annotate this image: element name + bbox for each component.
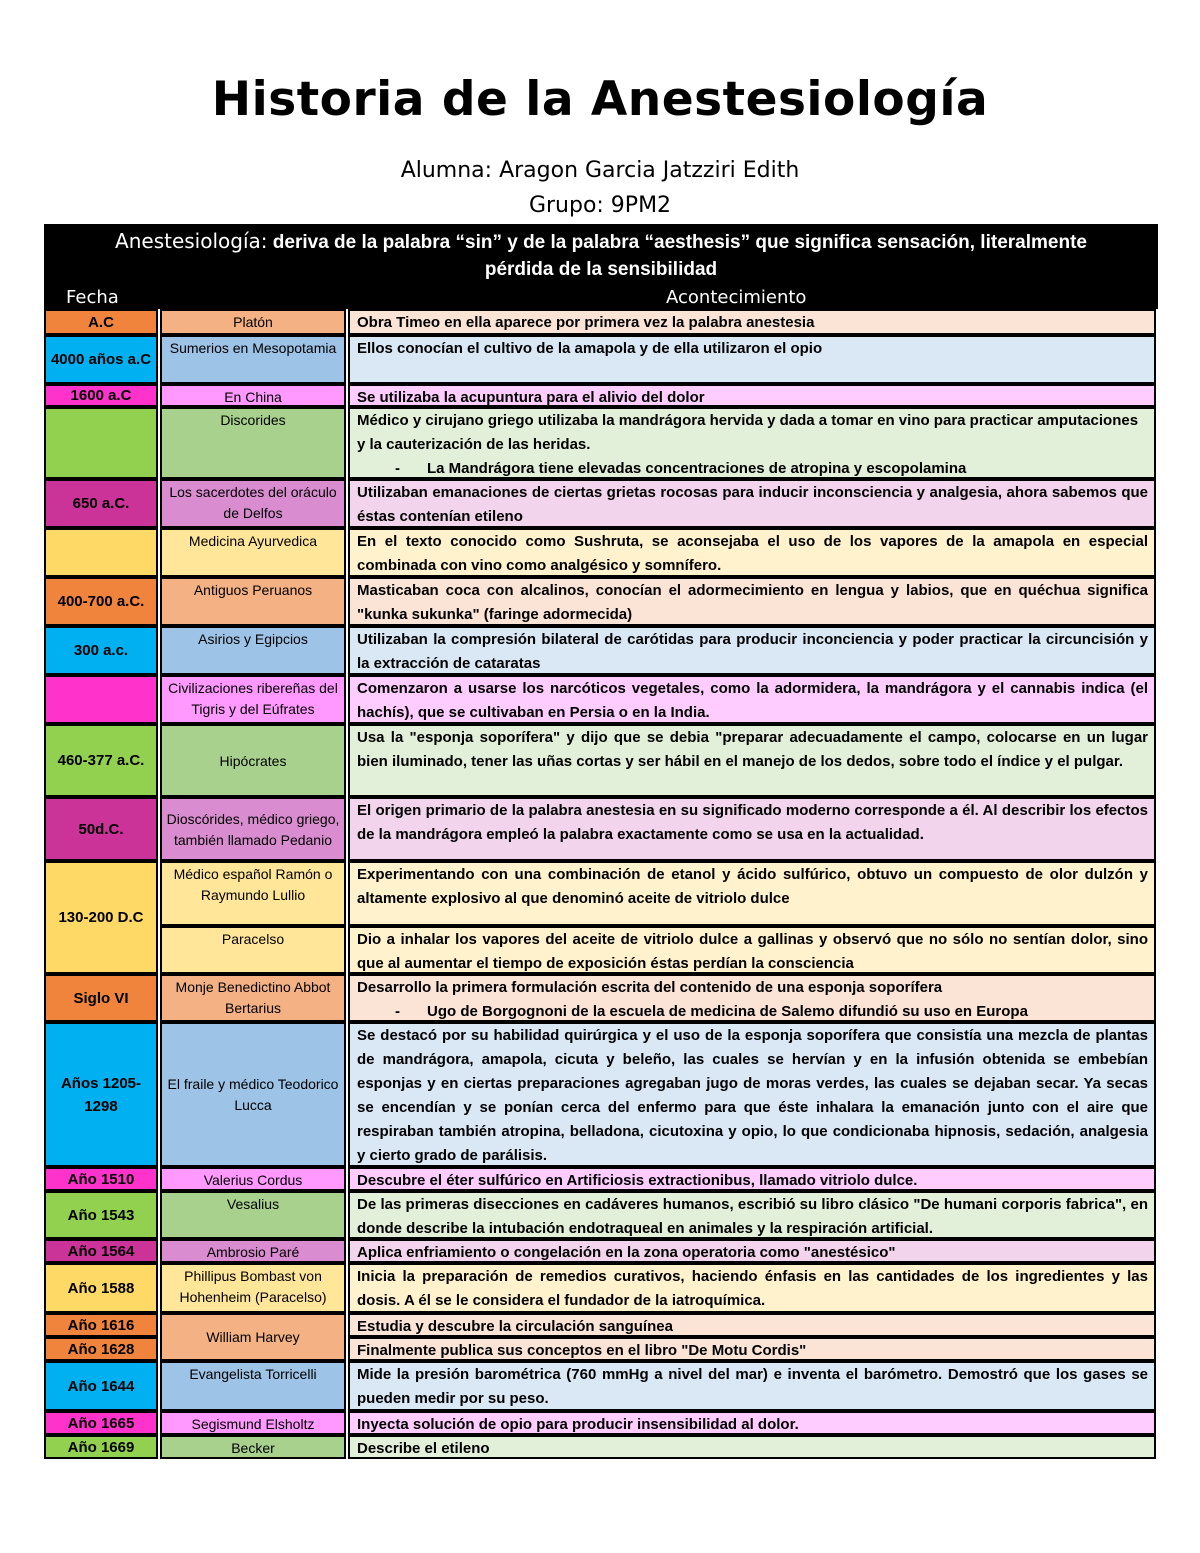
row-date: Año 1669 bbox=[44, 1435, 158, 1459]
row-event-text: Finalmente publica sus conceptos en el libro "De Motu Cordis" bbox=[357, 1342, 807, 1359]
row-event bbox=[348, 1167, 1156, 1191]
bullet-dash-icon: - bbox=[395, 460, 400, 477]
row-actor: Asirios y Egipcios bbox=[160, 626, 346, 675]
row-event-text: De las primeras disecciones en cadáveres humanos, escribió su libro clásico "De humani corporis fabrica", en donde describe la intubación endotraqueal en animales y la respiración artificial. bbox=[357, 1196, 1148, 1237]
table-row bbox=[44, 626, 1158, 675]
row-actor: Sumerios en Mesopotamia bbox=[160, 335, 346, 384]
table-row bbox=[44, 926, 1158, 974]
row-event-text: Describe el etileno bbox=[357, 1440, 490, 1457]
row-event-bullet: - Ugo de Borgognoni de la escuela de medicina de Salemo difundió su uso en Europa bbox=[357, 1000, 1148, 1022]
table-row bbox=[44, 384, 1158, 407]
table-row bbox=[44, 861, 1158, 926]
table-row bbox=[44, 1435, 1158, 1459]
row-event-text: Usa la "esponja soporífera" y dijo que se debia "preparar adecuadamente el campo, colocarse en un lugar bien iluminado, tener las uñas cortas y ser hábil en el manejo de los dedos, sobre todo el índice y el pulgar. bbox=[357, 729, 1148, 770]
row-event bbox=[348, 724, 1156, 797]
row-event-text: Desarrollo la primera formulación escrita del contenido de una esponja soporífera bbox=[357, 979, 943, 996]
row-event-text: Inyecta solución de opio para producir insensibilidad al dolor. bbox=[357, 1416, 799, 1433]
column-date: Fecha bbox=[66, 287, 119, 308]
row-date: 4000 años a.C bbox=[44, 335, 158, 384]
row-date: Año 1616 bbox=[44, 1313, 158, 1337]
row-event-text: Comenzaron a usarse los narcóticos vegetales, como la adormidera, la mandrágora y el cannabis indica (el hachís), que se cultivaban en Persia o en la India. bbox=[357, 680, 1148, 721]
row-event-text: Se destacó por su habilidad quirúrgica y el uso de la esponja soporífera que consistía una mezcla de plantas de mandrágora, amapola, cicuta y beleño, las cuales se hervían y en la infusión obtenida se embebían esponjas y en ciertas preparaciones agregaban jugo de moras verdes, las cuales se dejaban secar. Ya secas se encendían y se ponían cerca del enfermo para que éste inhalara la emanación junto con el aire que respiraban también atropina, belladona, cicutoxina y opio, lo que condicionaba hipnosis, sedación, analgesia y cierto grado de parálisis. bbox=[357, 1027, 1148, 1164]
row-date: 460-377 a.C. bbox=[44, 724, 158, 797]
row-event-text: Médico y cirujano griego utilizaba la mandrágora hervida y dada a tomar en vino para practicar amputaciones y la cauterización de las heridas. bbox=[357, 412, 1139, 453]
row-actor: Becker bbox=[160, 1435, 346, 1459]
page-title: Historia de la Anestesiología bbox=[211, 72, 989, 127]
row-actor: Paracelso bbox=[160, 926, 346, 974]
row-event bbox=[348, 1435, 1156, 1459]
row-event-text: Ellos conocían el cultivo de la amapola y de ella utilizaron el opio bbox=[357, 340, 823, 357]
row-event bbox=[348, 1337, 1156, 1361]
row-event bbox=[348, 1191, 1156, 1239]
row-event bbox=[348, 626, 1156, 675]
definition-header bbox=[44, 224, 1158, 286]
row-event-text: Utilizaban la compresión bilateral de carótidas para producir inconciencia y poder practicar la circuncisión y la extracción de cataratas bbox=[357, 631, 1148, 672]
row-event-text: Dio a inhalar los vapores del aceite de vitriolo dulce a gallinas y observó que no sólo no sentían dolor, sino que al aumentar el tiempo de exposición éstas perdían la consciencia bbox=[357, 931, 1148, 972]
row-actor: Phillipus Bombast von Hohenheim (Paracelso) bbox=[160, 1263, 346, 1313]
row-actor: Discorides bbox=[160, 407, 346, 479]
row-date: Año 1510 bbox=[44, 1167, 158, 1191]
history-table bbox=[44, 224, 1158, 1459]
row-event bbox=[348, 974, 1156, 1022]
row-event-text: Masticaban coca con alcalinos, conocían el adormecimiento en lengua y labios, que en quéchua significa "kunka sukunka" (faringe adormecida) bbox=[357, 582, 1148, 623]
row-date: 1600 a.C bbox=[44, 384, 158, 407]
row-actor: Monje Benedictino Abbot Bertarius bbox=[160, 974, 346, 1022]
row-event bbox=[348, 479, 1156, 528]
definition-term: Anestesiología: bbox=[115, 228, 268, 253]
row-date: Siglo VI bbox=[44, 974, 158, 1022]
row-event-text: Estudia y descubre la circulación sanguínea bbox=[357, 1318, 673, 1335]
row-actor: Vesalius bbox=[160, 1191, 346, 1239]
table-row bbox=[44, 797, 1158, 861]
bullet-dash-icon: - bbox=[395, 1003, 400, 1020]
table-row bbox=[44, 577, 1158, 626]
table-row bbox=[44, 1411, 1158, 1435]
column-header bbox=[44, 286, 1158, 309]
row-date: Año 1588 bbox=[44, 1263, 158, 1313]
row-event bbox=[348, 861, 1156, 926]
row-actor: William Harvey bbox=[160, 1313, 346, 1361]
row-event-text: Utilizaban emanaciones de ciertas grietas rocosas para inducir inconsciencia y analgesia, ahora sabemos que éstas contenían etileno bbox=[357, 484, 1148, 525]
table-row bbox=[44, 724, 1158, 797]
row-event-bullet: - La Mandrágora tiene elevadas concentraciones de atropina y escopolamina bbox=[357, 457, 1148, 479]
row-event-text: Se utilizaba la acupuntura para el alivio del dolor bbox=[357, 389, 705, 406]
table-row bbox=[44, 335, 1158, 384]
row-actor: Antiguos Peruanos bbox=[160, 577, 346, 626]
table-row bbox=[44, 1191, 1158, 1239]
row-event-text: En el texto conocido como Sushruta, se aconsejaba el uso de los vapores de la amapola en especial combinada con vino como analgésico y somnífero. bbox=[357, 533, 1148, 574]
table-row bbox=[44, 974, 1158, 1022]
row-actor: Evangelista Torricelli bbox=[160, 1361, 346, 1411]
row-event bbox=[348, 335, 1156, 384]
row-event bbox=[348, 1313, 1156, 1337]
row-actor: Segismund Elsholtz bbox=[160, 1411, 346, 1435]
row-actor: Médico español Ramón o Raymundo Lullio bbox=[160, 861, 346, 926]
row-actor: Los sacerdotes del oráculo de Delfos bbox=[160, 479, 346, 528]
row-date: Año 1665 bbox=[44, 1411, 158, 1435]
column-event: Acontecimiento bbox=[666, 287, 807, 308]
row-date bbox=[44, 675, 158, 724]
row-event bbox=[348, 1239, 1156, 1263]
row-date: 300 a.c. bbox=[44, 626, 158, 675]
definition-text-1: deriva de la palabra “sin” y de la palabra “aesthesis” que significa sensación, literalmente bbox=[272, 231, 1087, 253]
row-actor: Platón bbox=[160, 309, 346, 335]
row-event-text: Obra Timeo en ella aparece por primera vez la palabra anestesia bbox=[357, 314, 815, 331]
table-row bbox=[44, 1239, 1158, 1263]
row-event bbox=[348, 1361, 1156, 1411]
row-date: Año 1644 bbox=[44, 1361, 158, 1411]
row-event-text: Aplica enfriamiento o congelación en la zona operatoria como "anestésico" bbox=[357, 1244, 896, 1261]
row-actor: Hipócrates bbox=[160, 724, 346, 797]
row-actor: Valerius Cordus bbox=[160, 1167, 346, 1191]
table-row bbox=[44, 675, 1158, 724]
row-date: Años 1205-1298 bbox=[44, 1022, 158, 1167]
row-event bbox=[348, 797, 1156, 861]
row-event bbox=[348, 384, 1156, 407]
row-event bbox=[348, 675, 1156, 724]
row-event bbox=[348, 407, 1156, 479]
row-actor: El fraile y médico Teodorico Lucca bbox=[160, 1022, 346, 1167]
row-date: Año 1628 bbox=[44, 1337, 158, 1361]
row-event bbox=[348, 1263, 1156, 1313]
row-event-text: Inicia la preparación de remedios curativos, haciendo énfasis en las cantidades de los ingredientes y las dosis. A él se le considera el fundador de la iatroquímica. bbox=[357, 1268, 1148, 1309]
row-event bbox=[348, 528, 1156, 577]
table-row bbox=[44, 1263, 1158, 1313]
row-event-text: El origen primario de la palabra anestesia en su significado moderno corresponde a él. Al describir los efectos de la mandrágora empleó la palabra exactamente como se usa en la actualidad. bbox=[357, 802, 1148, 843]
row-event-text: Experimentando con una combinación de etanol y ácido sulfúrico, obtuvo un compuesto de olor dulzón y altamente explosivo al que denominó aceite de vitriolo dulce bbox=[357, 866, 1148, 907]
row-actor: Dioscórides, médico griego, también llamado Pedanio bbox=[160, 797, 346, 861]
table-row bbox=[44, 309, 1158, 335]
row-date bbox=[44, 528, 158, 577]
row-event bbox=[348, 309, 1156, 335]
row-event-text: Descubre el éter sulfúrico en Artificiosis extractionibus, llamado vitriolo dulce. bbox=[357, 1172, 918, 1189]
row-actor: Civilizaciones ribereñas del Tigris y del Eúfrates bbox=[160, 675, 346, 724]
row-actor: Ambrosio Paré bbox=[160, 1239, 346, 1263]
table-row bbox=[44, 528, 1158, 577]
row-event bbox=[348, 577, 1156, 626]
definition-text-2: pérdida de la sensibilidad bbox=[484, 258, 718, 280]
table-row bbox=[44, 479, 1158, 528]
table-row bbox=[44, 1167, 1158, 1191]
row-actor: Medicina Ayurvedica bbox=[160, 528, 346, 577]
table-row bbox=[44, 407, 1158, 479]
row-event bbox=[348, 1411, 1156, 1435]
row-date: 50d.C. bbox=[44, 797, 158, 861]
table-row bbox=[44, 1361, 1158, 1411]
table-row bbox=[44, 1337, 1158, 1361]
group-label: Grupo: 9PM2 bbox=[528, 193, 672, 218]
row-event bbox=[348, 926, 1156, 974]
row-date: Año 1564 bbox=[44, 1239, 158, 1263]
table-row bbox=[44, 1022, 1158, 1167]
student-name: Alumna: Aragon Garcia Jatzziri Edith bbox=[400, 158, 800, 183]
table-row bbox=[44, 1313, 1158, 1345]
row-date: Año 1543 bbox=[44, 1191, 158, 1239]
table-body bbox=[44, 309, 1158, 1459]
row-date: 130-200 D.C bbox=[44, 861, 158, 974]
row-date: 400-700 a.C. bbox=[44, 577, 158, 626]
row-date: A.C bbox=[44, 309, 158, 335]
row-date bbox=[44, 407, 158, 479]
row-event-text: Mide la presión barométrica (760 mmHg a nivel del mar) e inventa el barómetro. Demostró que los gases se pueden medir por su peso. bbox=[357, 1366, 1148, 1407]
row-date: 650 a.C. bbox=[44, 479, 158, 528]
row-actor: En China bbox=[160, 384, 346, 407]
row-event bbox=[348, 1022, 1156, 1167]
